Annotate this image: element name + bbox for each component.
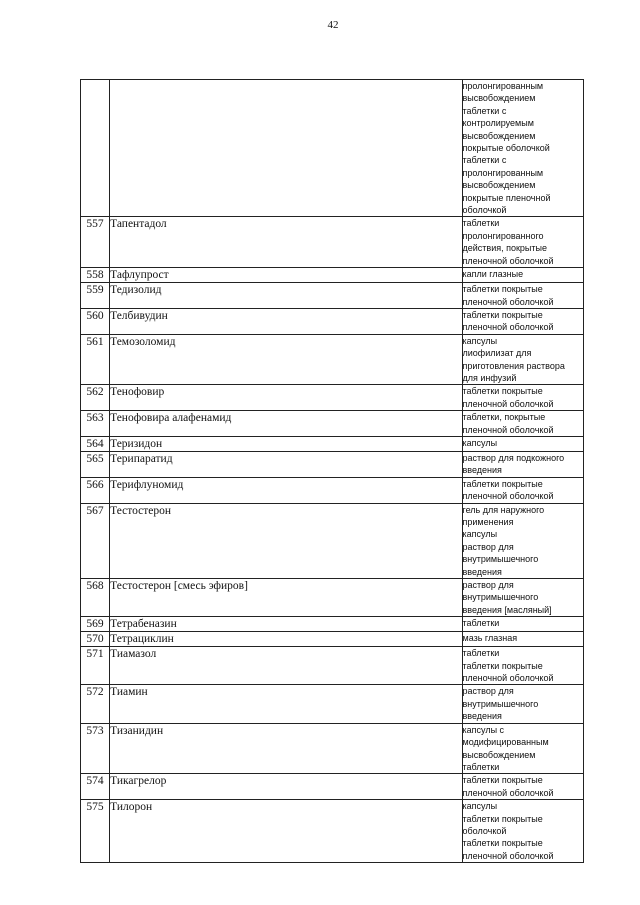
dosage-forms: таблетки — [462, 618, 500, 629]
row-number — [81, 80, 110, 217]
dosage-forms: капсулы с модифицированным высвобождением таблетки — [462, 724, 549, 772]
table-row — [81, 774, 584, 800]
drug-name: Тетрациклин — [110, 632, 462, 647]
table-row — [81, 723, 584, 774]
drug-name: Теризидон — [110, 436, 462, 451]
dosage-forms: таблетки таблетки покрытые пленочной оболочкой — [462, 648, 554, 684]
table-row — [81, 283, 584, 309]
dosage-forms: таблетки, покрытые пленочной оболочкой — [462, 412, 554, 435]
row-number: 573 — [81, 723, 110, 774]
drug-name: Телбивудин — [110, 308, 462, 334]
table-row — [81, 308, 584, 334]
row-number: 569 — [81, 617, 110, 632]
drug-name: Тапентадол — [110, 217, 462, 268]
table-row — [81, 647, 584, 685]
drug-name: Тиамин — [110, 685, 462, 723]
drug-name: Тенофовир — [110, 385, 462, 411]
dosage-forms: капсулы таблетки покрытые оболочкой таблетки покрытые пленочной оболочкой — [462, 801, 554, 861]
table-row — [81, 451, 584, 477]
row-number: 558 — [81, 268, 110, 283]
row-number: 557 — [81, 217, 110, 268]
table-row — [81, 685, 584, 723]
drug-name: Тестостерон [смесь эфиров] — [110, 579, 462, 617]
dosage-forms: капсулы лиофилизат для приготовления раствора для инфузий — [462, 335, 565, 383]
drug-name: Терифлуномид — [110, 477, 462, 503]
dosage-forms: капли глазные — [462, 269, 524, 280]
dosage-forms: таблетки покрытые пленочной оболочкой — [462, 386, 554, 409]
row-number: 563 — [81, 411, 110, 437]
table-row — [81, 477, 584, 503]
dosage-forms: мазь глазная — [462, 633, 518, 644]
table-row — [81, 632, 584, 647]
row-number: 564 — [81, 436, 110, 451]
drug-name — [110, 80, 462, 217]
table-row — [81, 385, 584, 411]
row-number: 568 — [81, 579, 110, 617]
table-row — [81, 617, 584, 632]
dosage-forms: раствор для подкожного введения — [462, 452, 565, 476]
row-number: 561 — [81, 334, 110, 385]
table-row — [81, 436, 584, 451]
table-row — [81, 80, 584, 217]
row-number: 562 — [81, 385, 110, 411]
row-number: 566 — [81, 477, 110, 503]
drug-name: Тикагрелор — [110, 774, 462, 800]
drug-name: Тиамазол — [110, 647, 462, 685]
row-number: 571 — [81, 647, 110, 685]
table-row — [81, 334, 584, 385]
dosage-forms: таблетки покрытые пленочной оболочкой — [462, 775, 554, 798]
drug-name: Тестостерон — [110, 503, 462, 578]
row-number: 575 — [81, 800, 110, 863]
drug-name: Терипаратид — [110, 451, 462, 477]
row-number: 570 — [81, 632, 110, 647]
dosage-forms: гель для наружного применения капсулы раствор для внутримышечного введения — [462, 504, 545, 577]
dosage-forms: пролонгированным высвобождением таблетки с контролируемым высвобождением покрытые оболочкой таблетки с пролонгированным высвобождением покрытые пленочной оболочкой — [462, 81, 551, 216]
dosage-forms: раствор для внутримышечного введения [масляный] — [462, 580, 552, 615]
table-row — [81, 579, 584, 617]
dosage-forms: таблетки пролонгированного действия, покрытые пленочной оболочкой — [462, 218, 554, 266]
row-number: 574 — [81, 774, 110, 800]
drug-name: Тетрабеназин — [110, 617, 462, 632]
dosage-forms: таблетки покрытые пленочной оболочкой — [462, 309, 554, 333]
row-number: 559 — [81, 283, 110, 309]
table-row — [81, 268, 584, 283]
drug-name: Тизанидин — [110, 723, 462, 774]
drug-name: Тилорон — [110, 800, 462, 863]
table-row — [81, 503, 584, 578]
page-number: 42 — [327, 19, 339, 31]
dosage-forms: раствор для внутримышечного введения — [462, 686, 539, 722]
table-row — [81, 411, 584, 437]
dosage-forms: таблетки покрытые пленочной оболочкой — [462, 478, 554, 502]
row-number: 560 — [81, 308, 110, 334]
dosage-forms: таблетки покрытые пленочной оболочкой — [462, 284, 554, 307]
table-row — [81, 217, 584, 268]
row-number: 565 — [81, 451, 110, 477]
drug-name: Темозоломид — [110, 334, 462, 385]
row-number: 567 — [81, 503, 110, 578]
table-row — [81, 800, 584, 863]
drug-table — [80, 79, 584, 863]
row-number: 572 — [81, 685, 110, 723]
drug-name: Тедизолид — [110, 283, 462, 309]
dosage-forms: капсулы — [462, 437, 498, 448]
drug-name: Тафлупрост — [110, 268, 462, 283]
drug-name: Тенофовира алафенамид — [110, 411, 462, 437]
